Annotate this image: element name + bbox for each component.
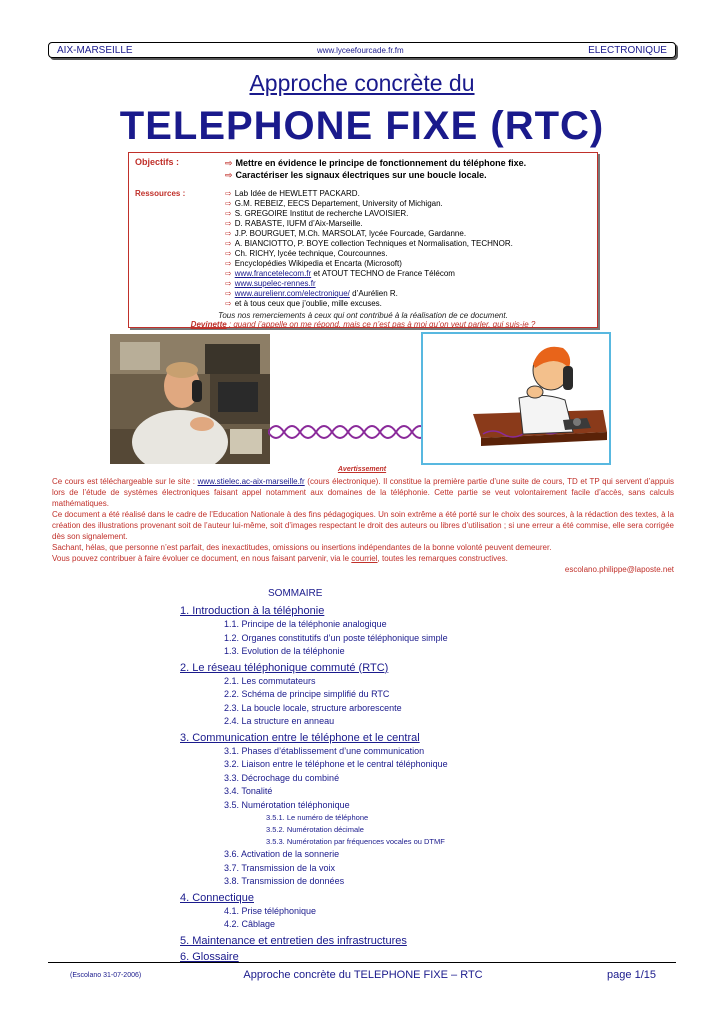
- aurelienr-link[interactable]: www.aurelienr.com/electronique/: [234, 289, 350, 298]
- right-arrow-icon: ⇨: [225, 219, 232, 228]
- francetelecom-link[interactable]: www.francetelecom.fr: [234, 269, 312, 278]
- supelec-link[interactable]: www.supelec-rennes.fr: [234, 279, 316, 288]
- resource-item: ⇨ S. GREGOIRE Institut de recherche LAVOISIER.: [225, 209, 409, 218]
- toc-subsection[interactable]: 4.1. Prise téléphonique: [224, 905, 317, 916]
- resource-item: ⇨ J.P. BOURGUET, M.Ch. MARSOLAT, lycée Fourcade, Gardanne.: [225, 229, 467, 238]
- resource-item: ⇨ Lab Idée de HEWLETT PACKARD.: [225, 189, 360, 198]
- header-center: www.lyceefourcade.fr.fm: [316, 45, 404, 55]
- right-arrow-icon: ⇨: [225, 229, 232, 238]
- objective-item: ⇨ Caractériser les signaux électriques sur une boucle locale.: [225, 170, 487, 180]
- objective-item: ⇨ Mettre en évidence le principe de fonctionnement du téléphone fixe.: [225, 158, 527, 168]
- right-arrow-icon: ⇨: [225, 158, 233, 168]
- warning-paragraph: Vous pouvez contribuer à faire évoluer ce document, en nous faisant parvenir, via le courriel, toutes les remarques constructives.: [52, 554, 508, 563]
- twisted-wave-illustration: [268, 420, 438, 444]
- resource-item: ⇨ www.aurelienr.com/electronique/ d’Aurélien R.: [225, 289, 398, 298]
- toc-subsection[interactable]: 3.7. Transmission de la voix: [224, 862, 336, 873]
- resources-label: Ressources :: [135, 189, 186, 198]
- toc-subsection[interactable]: 1.1. Principe de la téléphonie analogique: [224, 619, 387, 629]
- sommaire-title: SOMMAIRE: [268, 588, 323, 599]
- toc-subsection[interactable]: 1.3. Evolution de la téléphonie: [224, 646, 345, 656]
- toc-subsection[interactable]: 3.8. Transmission de données: [224, 876, 345, 886]
- right-arrow-icon: ⇨: [225, 189, 232, 198]
- toc-section[interactable]: 3. Communication entre le téléphone et le central: [180, 731, 420, 744]
- right-arrow-icon: ⇨: [225, 170, 233, 180]
- right-arrow-icon: ⇨: [225, 239, 232, 248]
- resource-item: ⇨ D. RABASTE, IUFM d’Aix-Marseille.: [225, 219, 363, 228]
- objectives-row: [135, 157, 591, 181]
- toc-subsection[interactable]: 2.1. Les commutateurs: [224, 675, 316, 686]
- page-footer: [48, 966, 676, 984]
- right-arrow-icon: ⇨: [225, 199, 232, 208]
- title-line-2: TELEPHONE FIXE (RTC): [119, 104, 605, 148]
- toc-subsection[interactable]: 3.3. Décrochage du combiné: [224, 772, 340, 783]
- toc-subsection[interactable]: 2.4. La structure en anneau: [224, 716, 335, 726]
- warning-paragraph: Ce document a été réalisé dans le cadre de l’Education Nationale à des fins pédagogiques. Un soin extrême a été porté sur le choix des sources, à la rédaction des textes, à la création des illustrations provenant soit de l’auteur lui-même, soit d’images respectant le droit des auteurs ou libres d’utilisation ; si une erreur a été commise, elle sera corrigée dès son signalement.: [52, 510, 674, 541]
- right-arrow-icon: ⇨: [225, 259, 232, 268]
- man-on-phone-photo: [110, 334, 270, 464]
- toc-subsection[interactable]: 2.2. Schéma de principe simplifié du RTC: [224, 689, 390, 699]
- resource-item: [225, 279, 591, 289]
- resource-item: ⇨ Ch. RICHY, lycée technique, Courcounnes.: [225, 249, 388, 258]
- footer-date: (Escolano 31-07-2006): [70, 971, 142, 979]
- toc-subsection[interactable]: 3.4. Tonalité: [224, 786, 273, 796]
- table-of-contents: [180, 602, 680, 964]
- stielec-link[interactable]: www.stielec.ac-aix-marseille.fr: [197, 477, 305, 486]
- resource-item: ⇨ et à tous ceux que j’oublie, mille excuses.: [225, 299, 382, 308]
- author-email[interactable]: escolano.philippe@laposte.net: [564, 565, 674, 574]
- footer-title: Approche concrète du TELEPHONE FIXE – RTC: [243, 969, 483, 981]
- toc-subsection[interactable]: 1.2. Organes constitutifs d’un poste téléphonique simple: [224, 632, 448, 643]
- right-arrow-icon: ⇨: [225, 279, 232, 288]
- person-on-phone-clipart: [421, 332, 611, 465]
- toc-subsection[interactable]: 4.2. Câblage: [224, 919, 276, 929]
- toc-section[interactable]: 5. Maintenance et entretien des infrastructures: [180, 934, 407, 947]
- toc-subsection[interactable]: 3.1. Phases d’établissement d’une communication: [224, 745, 425, 756]
- toc-section[interactable]: 1. Introduction à la téléphonie: [180, 605, 325, 617]
- toc-section[interactable]: 2. Le réseau téléphonique commuté (RTC): [180, 661, 389, 674]
- header-right: ELECTRONIQUE: [588, 44, 667, 56]
- toc-subsubsection[interactable]: 3.5.2. Numérotation décimale: [266, 825, 364, 834]
- toc-section[interactable]: 4. Connectique: [180, 891, 254, 904]
- resources-row: [135, 187, 591, 309]
- toc-section[interactable]: 6. Glossaire: [180, 950, 239, 963]
- page-number: page 1/15: [607, 969, 656, 981]
- footer-divider: [48, 962, 676, 963]
- thanks-text: Tous nos remerciements à ceux qui ont contribué à la réalisation de ce document.: [218, 311, 508, 320]
- objectives-box: [128, 152, 598, 328]
- right-arrow-icon: ⇨: [225, 269, 232, 278]
- courriel-link[interactable]: courriel: [351, 554, 378, 563]
- toc-subsection[interactable]: 2.3. La boucle locale, structure arborescente: [224, 702, 402, 713]
- warning-paragraph: Ce cours est téléchargeable sur le site : www.stielec.ac-aix-marseille.fr (cours électronique). Il constitue la première partie d’une suite de cours, TD et TP qui servent d’appuis lors de l’étude de systèmes électroniques faisant appel notamment aux domaines de la téléphonie. Cette partie se veut volontairement facile d’accès, sans calculs mathématiques.: [52, 477, 674, 508]
- warning-paragraph: Sachant, hélas, que personne n’est parfait, des inexactitudes, omissions ou insertions indépendantes de la bonne volonté peuvent demeurer.: [52, 543, 552, 552]
- toc-subsection[interactable]: 3.6. Activation de la sonnerie: [224, 849, 340, 859]
- right-arrow-icon: ⇨: [225, 209, 232, 218]
- warning-text: [52, 476, 674, 575]
- toc-subsubsection[interactable]: 3.5.3. Numérotation par fréquences vocales ou DTMF: [266, 837, 445, 846]
- resource-item: ⇨ Encyclopédies Wikipedia et Encarta (Microsoft): [225, 259, 402, 268]
- toc-subsubsection[interactable]: 3.5.1. Le numéro de téléphone: [266, 813, 369, 822]
- resource-item: ⇨ A. BIANCIOTTO, P. BOYE collection Techniques et Normalisation, TECHNOR.: [225, 239, 513, 248]
- devinette-text: Devinette : quand j’appelle on me répond, mais ce n’est pas à moi qu’on veut parler, qui suis-je ?: [190, 320, 536, 329]
- title-line-1: Approche concrète du: [249, 70, 475, 96]
- page-header: [48, 42, 676, 58]
- header-left: AIX-MARSEILLE: [57, 44, 133, 56]
- right-arrow-icon: ⇨: [225, 299, 232, 308]
- resource-item: ⇨ G.M. REBEIZ, EECS Departement, University of Michigan.: [225, 199, 443, 208]
- toc-subsection[interactable]: 3.5. Numérotation téléphonique: [224, 799, 350, 810]
- toc-subsection[interactable]: 3.2. Liaison entre le téléphone et le central téléphonique: [224, 759, 448, 769]
- right-arrow-icon: ⇨: [225, 249, 232, 258]
- warning-title: Avertissement: [337, 466, 387, 473]
- right-arrow-icon: ⇨: [225, 289, 232, 298]
- resource-item: ⇨ www.francetelecom.fr et ATOUT TECHNO de France Télécom: [225, 269, 455, 278]
- objectives-label: Objectifs :: [135, 157, 180, 167]
